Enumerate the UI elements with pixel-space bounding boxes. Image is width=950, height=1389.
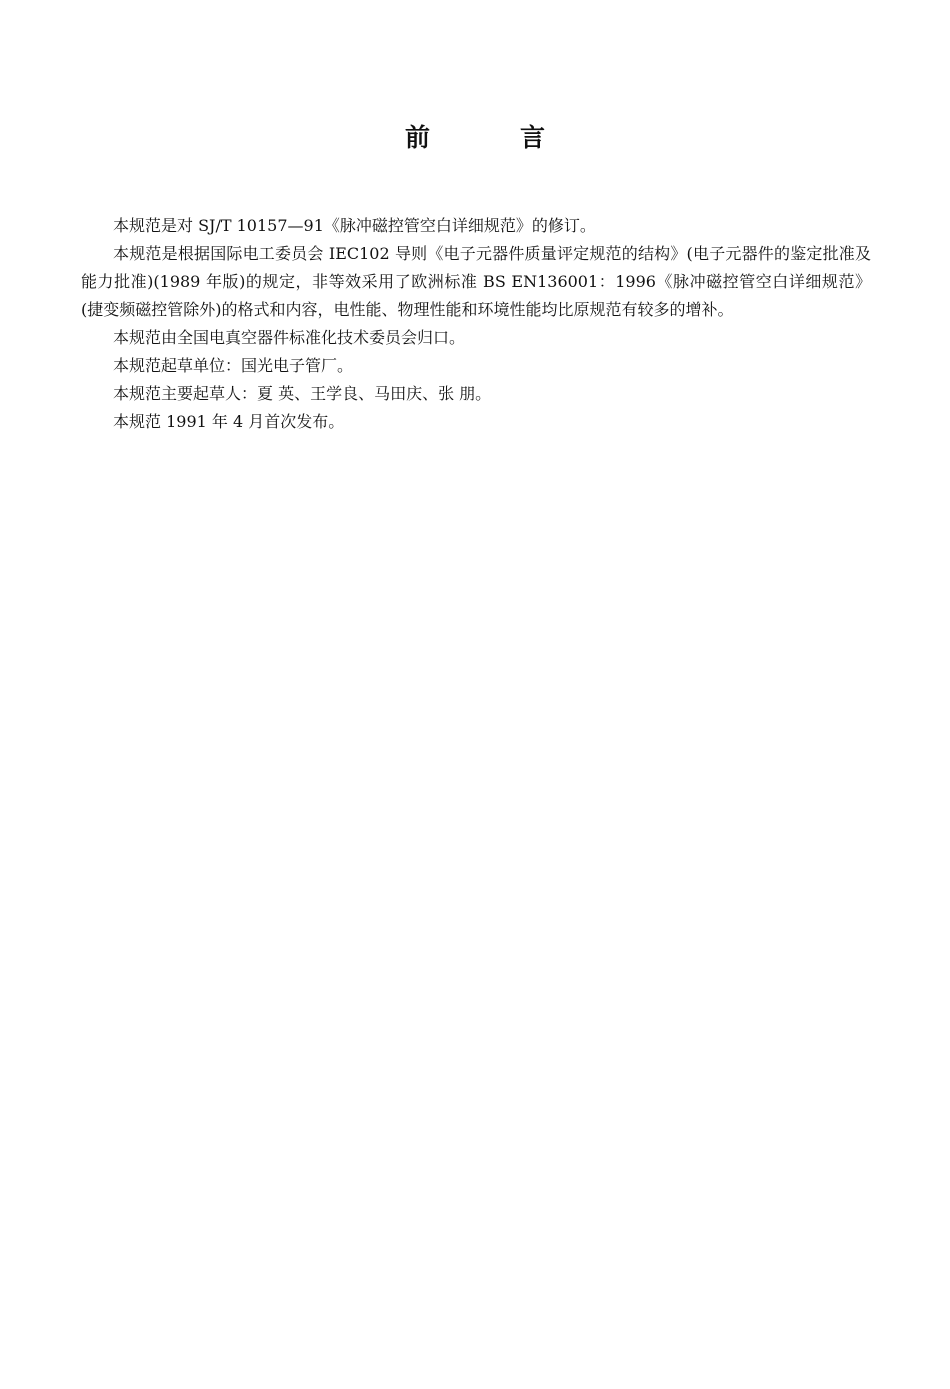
paragraph-basis: 本规范是根据国际电工委员会 IEC102 导则《电子元器件质量评定规范的结构》(电子元器件的鉴定批准及能力批准)(1989 年版)的规定，非等效采用了欧洲标准 BS EN136001：1996《脉冲磁控管空白详细规范》(捷变频磁控管除外)的格式和内容，电性能、物理性能和环境性能均比原规范有较多的增补。 — [81, 244, 871, 319]
paragraph-first-release: 本规范 1991 年 4 月首次发布。 — [113, 412, 345, 431]
paragraph-committee: 本规范由全国电真空器件标准化技术委员会归口。 — [113, 328, 466, 347]
paragraph-revision: 本规范是对 SJ/T 10157—91《脉冲磁控管空白详细规范》的修订。 — [113, 216, 596, 235]
paragraph-drafters: 本规范主要起草人：夏 英、王学良、马田庆、张 朋。 — [113, 384, 492, 403]
paragraph-drafting-unit: 本规范起草单位：国光电子管厂。 — [113, 356, 354, 375]
document-body — [81, 212, 871, 436]
page-title: 前言 — [404, 123, 635, 152]
